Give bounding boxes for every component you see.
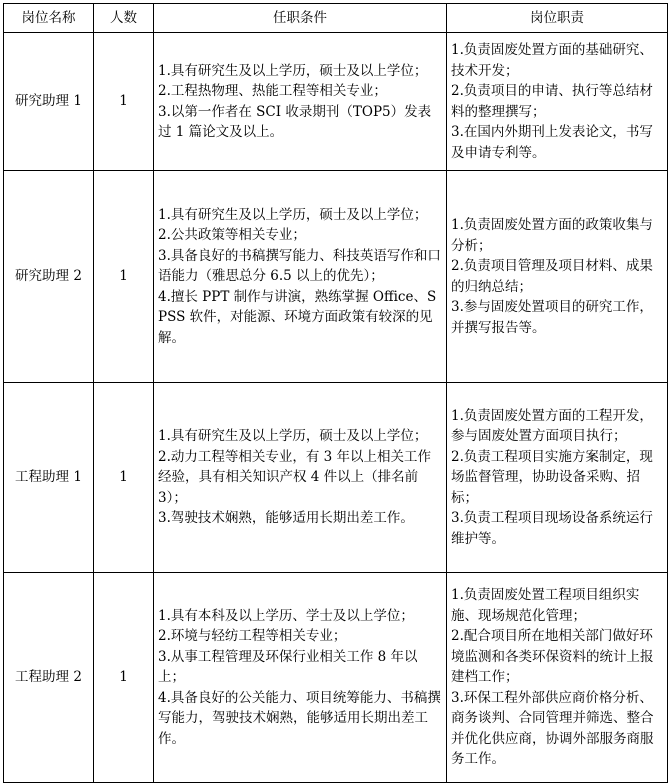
header-count: 人数 <box>94 4 154 33</box>
duties-cell <box>447 383 668 573</box>
job-table <box>3 3 668 783</box>
requirement-item: 4.具备良好的公关能力、项目统筹能力、书稿撰写能力，驾驶技术娴熟，能够适用长期出差工作。 <box>158 689 441 747</box>
requirement-item: 2.工程热物理、热能工程等相关专业； <box>158 83 387 99</box>
duty-item: 2.负责项目的申请、执行等总结材料的整理撰写； <box>451 83 653 120</box>
duty-item: 3.参与固废处置项目的研究工作，并撰写报告等。 <box>451 299 653 336</box>
duty-item: 3.环保工程外部供应商价格分析、商务谈判、合同管理并筛选、整合并优化供应商，协调外部服务商服务工作。 <box>451 689 654 768</box>
duty-item: 3.负责工程项目现场设备系统运行维护等。 <box>451 510 653 547</box>
table-row <box>4 573 668 783</box>
duties-cell <box>447 33 668 171</box>
requirement-item: 2.环境与轻纺工程等相关专业； <box>158 628 347 645</box>
table-row <box>4 171 668 383</box>
duty-item: 1.负责固废处置工程项目组织实施、现场规范化管理； <box>451 587 640 624</box>
requirement-item: 4.擅长 PPT 制作与讲演，熟练掌握 Office、SPSS 软件，对能源、环境方面政策有较深的见解。 <box>158 288 437 346</box>
duty-item: 1.负责固废处置方面的工程开发，参与固废处置方面项目执行； <box>451 407 653 445</box>
requirement-item: 1.具有研究生及以上学历，硕士及以上学位； <box>158 62 428 79</box>
table-row <box>4 33 668 171</box>
table-row <box>4 383 668 573</box>
header-requirements: 任职条件 <box>154 4 447 33</box>
requirement-item: 1.具有本科及以上学历、学士及以上学位； <box>158 607 414 624</box>
header-position: 岗位名称 <box>4 4 94 33</box>
requirement-item: 2.动力工程等相关专业，有 3 年以上相关工作经验，具有相关知识产权 4 件以上（排名前 3）； <box>158 448 432 506</box>
requirement-item: 3.具备良好的书稿撰写能力、科技英语写作和口语能力（雅思总分 6.5 以上的优先）； <box>158 247 441 285</box>
requirement-item: 1.具有研究生及以上学历，硕士及以上学位； <box>158 428 428 445</box>
duty-item: 2.配合项目所在地相关部门做好环境监测和各类环保资料的统计上报建档工作； <box>451 628 654 686</box>
position-cell: 工程助理 2 <box>4 573 94 783</box>
count-cell: 1 <box>94 573 154 783</box>
requirement-item: 3.从事工程管理及环保行业相关工作 8 年以上； <box>158 648 418 686</box>
duties-cell <box>447 171 668 383</box>
requirement-item: 1.具有研究生及以上学历，硕士及以上学位； <box>158 206 428 223</box>
requirement-item: 2.公共政策等相关专业； <box>158 227 306 244</box>
count-cell: 1 <box>94 171 154 383</box>
requirements-cell <box>154 573 447 783</box>
header-duties: 岗位职责 <box>447 4 668 33</box>
duty-item: 3.在国内外期刊上发表论文，书写及申请专利等。 <box>451 124 653 161</box>
count-cell: 1 <box>94 383 154 573</box>
position-cell: 研究助理 2 <box>4 171 94 383</box>
duty-item: 1.负责固废处置方面的基础研究、技术开发； <box>451 42 653 79</box>
position-cell: 工程助理 1 <box>4 383 94 573</box>
requirements-cell <box>154 171 447 383</box>
header-row <box>4 4 668 33</box>
position-cell: 研究助理 1 <box>4 33 94 171</box>
requirements-cell <box>154 33 447 171</box>
count-cell: 1 <box>94 33 154 171</box>
duty-item: 2.负责工程项目实施方案制定，现场监督管理，协助设备采购、招标； <box>451 448 653 506</box>
duties-cell <box>447 573 668 783</box>
requirements-cell <box>154 383 447 573</box>
requirement-item: 3.以第一作者在 SCI 收录期刊（TOP5）发表过 1 篇论文及以上。 <box>158 103 432 140</box>
requirement-item: 3.驾驶技术娴熟，能够适用长期出差工作。 <box>158 510 414 527</box>
duty-item: 1.负责固废处置方面的政策收集与分析； <box>451 217 653 254</box>
duty-item: 2.负责项目管理及项目材料、成果的归纳总结； <box>451 258 653 295</box>
